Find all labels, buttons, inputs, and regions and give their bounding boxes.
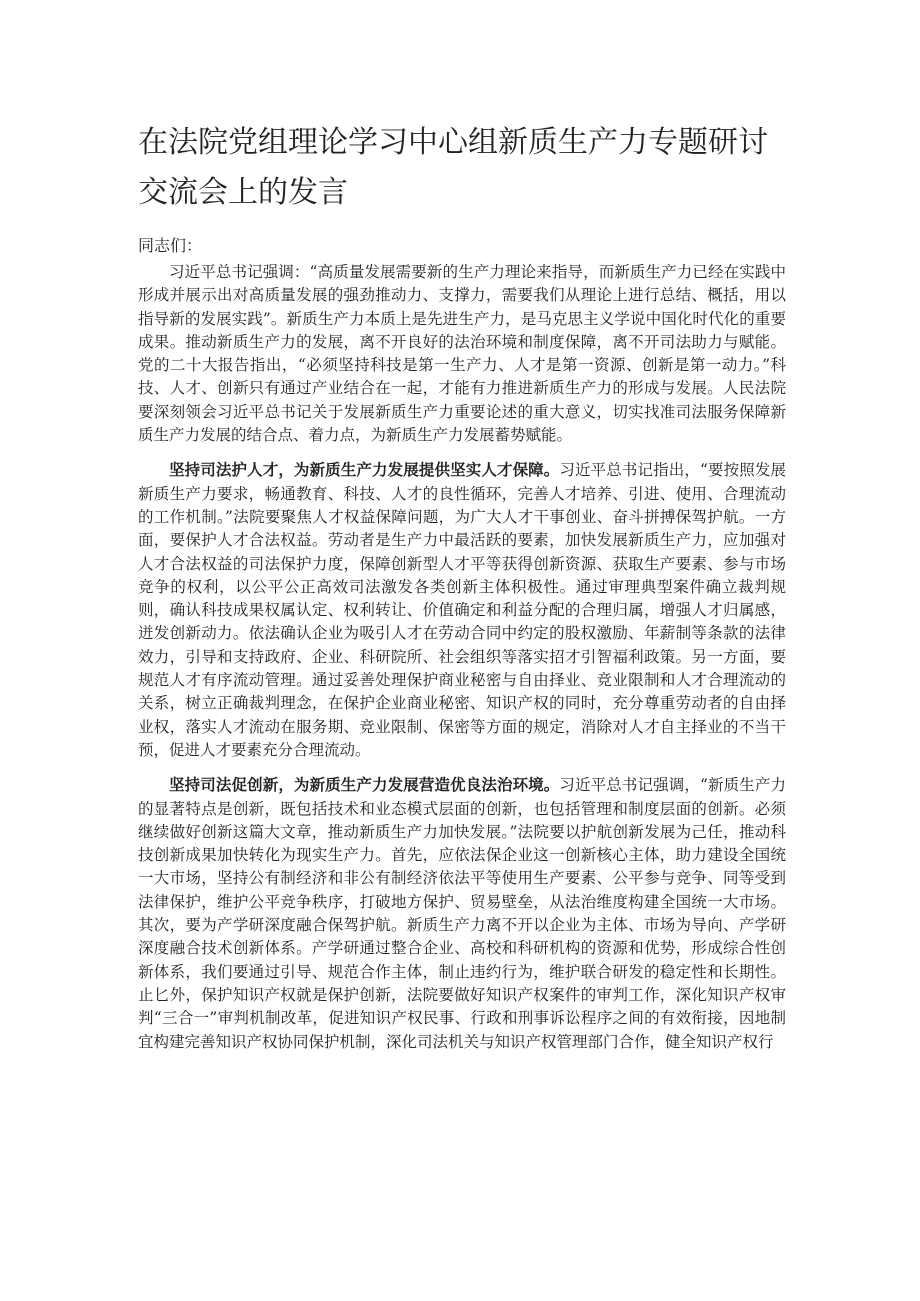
paragraph-text: 习近平总书记强调，“新质生产力的显著特点是创新，既包括技术和业态模式层面的创新，也包括管理和制度层面的创新。必须继续做好创新这篇大文章，推动新质生产力加快发展。”法院要以护航创新发展为己任，推动科技创新成果加快转化为现实生产力。首先，应依法保企业这一创新核心主体，助力建设全国统一大市场，坚持公有制经济和非公有制经济依法平等使用生产要素、公平参与竞争、同等受到法律保护，维护公平竞争秩序，打破地方保护、贸易壁垒，从法治维度构建全国统一大市场。其次，要为产学研深度融合保驾护航。新质生产力离不开以企业为主体、市场为导向、产学研深度融合技术创新体系。产学研通过整合企业、高校和科研机构的资源和优势，形成综合性创新体系，我们要通过引导、规范合作主体，制止违约行为，维护联合研发的稳定性和长期性。止匕外，保护知识产权就是保护创新，法院要做好知识产权案件的审判工作，深化知识产权审判“三合一”审判机制改革，促进知识产权民事、行政和刑事诉讼程序之间的有效衔接，因地制宜构建完善知识产权协同保护机制，深化司法机关与知识产权管理部门合作，健全知识产权行 [138,776,786,1051]
paragraph-lead: 坚持司法护人才，为新质生产力发展提供坚实人才保障。 [169,460,560,480]
paragraph-lead: 坚持司法促创新，为新质生产力发展营造优良法治环境。 [169,775,560,795]
salutation: 同志们： [138,236,203,255]
document-page [138,118,786,1065]
document-title: 在法院党组理论学习中心组新质生产力专题研讨交流会上的发言 [138,125,768,210]
paragraph-text: 习近平总书记强调：“高质量发展需要新的生产力理论来指导，而新质生产力已经在实践中形成并展示出对高质量发展的强劲推动力、支撑力，需要我们从理论上进行总结、概括，用以指导新的发展实践”。新质生产力本质上是先进生产力，是马克思主义学说中国化时代化的重要成果。推动新质生产力的发展，离不开良好的法治环境和制度保障，离不开司法助力与赋能。党的二十大报告指出，“必须坚持科技是第一生产力、人才是第一资源、创新是第一动力。”科技、人才、创新只有通过产业结合在一起，才能有力推进新质生产力的形成与发展。人民法院要深刻领会习近平总书记关于发展新质生产力重要论述的重大意义，切实找准司法服务保障新质生产力发展的结合点、着力点，为新质生产力发展蓄势赋能。 [138,263,786,445]
paragraph-intro [138,260,786,447]
paragraph-innovation [138,773,786,1054]
paragraph-text: 习近平总书记指出，“要按照发展新质生产力要求，畅通教育、科技、人才的良性循环，完善人才培养、引进、使用、合理流动的工作机制。”法院要聚焦人才权益保障问题，为广大人才干事创业、奋斗拼搏保驾护航。一方面，要保护人才合法权益。劳动者是生产力中最活跃的要素，加快发展新质生产力，应加强对人才合法权益的司法保护力度，保障创新型人才平等获得创新资源、获取生产要素、参与市场竞争的权利，以公平公正高效司法激发各类创新主体积极性。通过审理典型案件确立裁判规则，确认科技成果权属认定、权利转让、价值确定和利益分配的合理归属，增强人才归属感，迸发创新动力。依法确认企业为吸引人才在劳动合同中约定的股权激励、年薪制等条款的法律效力，引导和支持政府、企业、科研院所、社会组织等落实招才引智福利政策。另一方面，要规范人才有序流动管理。通过妥善处理保护商业秘密与自由择业、竞业限制和人才合理流动的关系，树立正确裁判理念，在保护企业商业秘密、知识产权的同时，充分尊重劳动者的自由择业权，落实人才流动在服务期、竞业限制、保密等方面的规定，消除对人才自主择业的不当干预，促进人才要素充分合理流动。 [138,461,786,759]
paragraph-talent [138,458,786,762]
